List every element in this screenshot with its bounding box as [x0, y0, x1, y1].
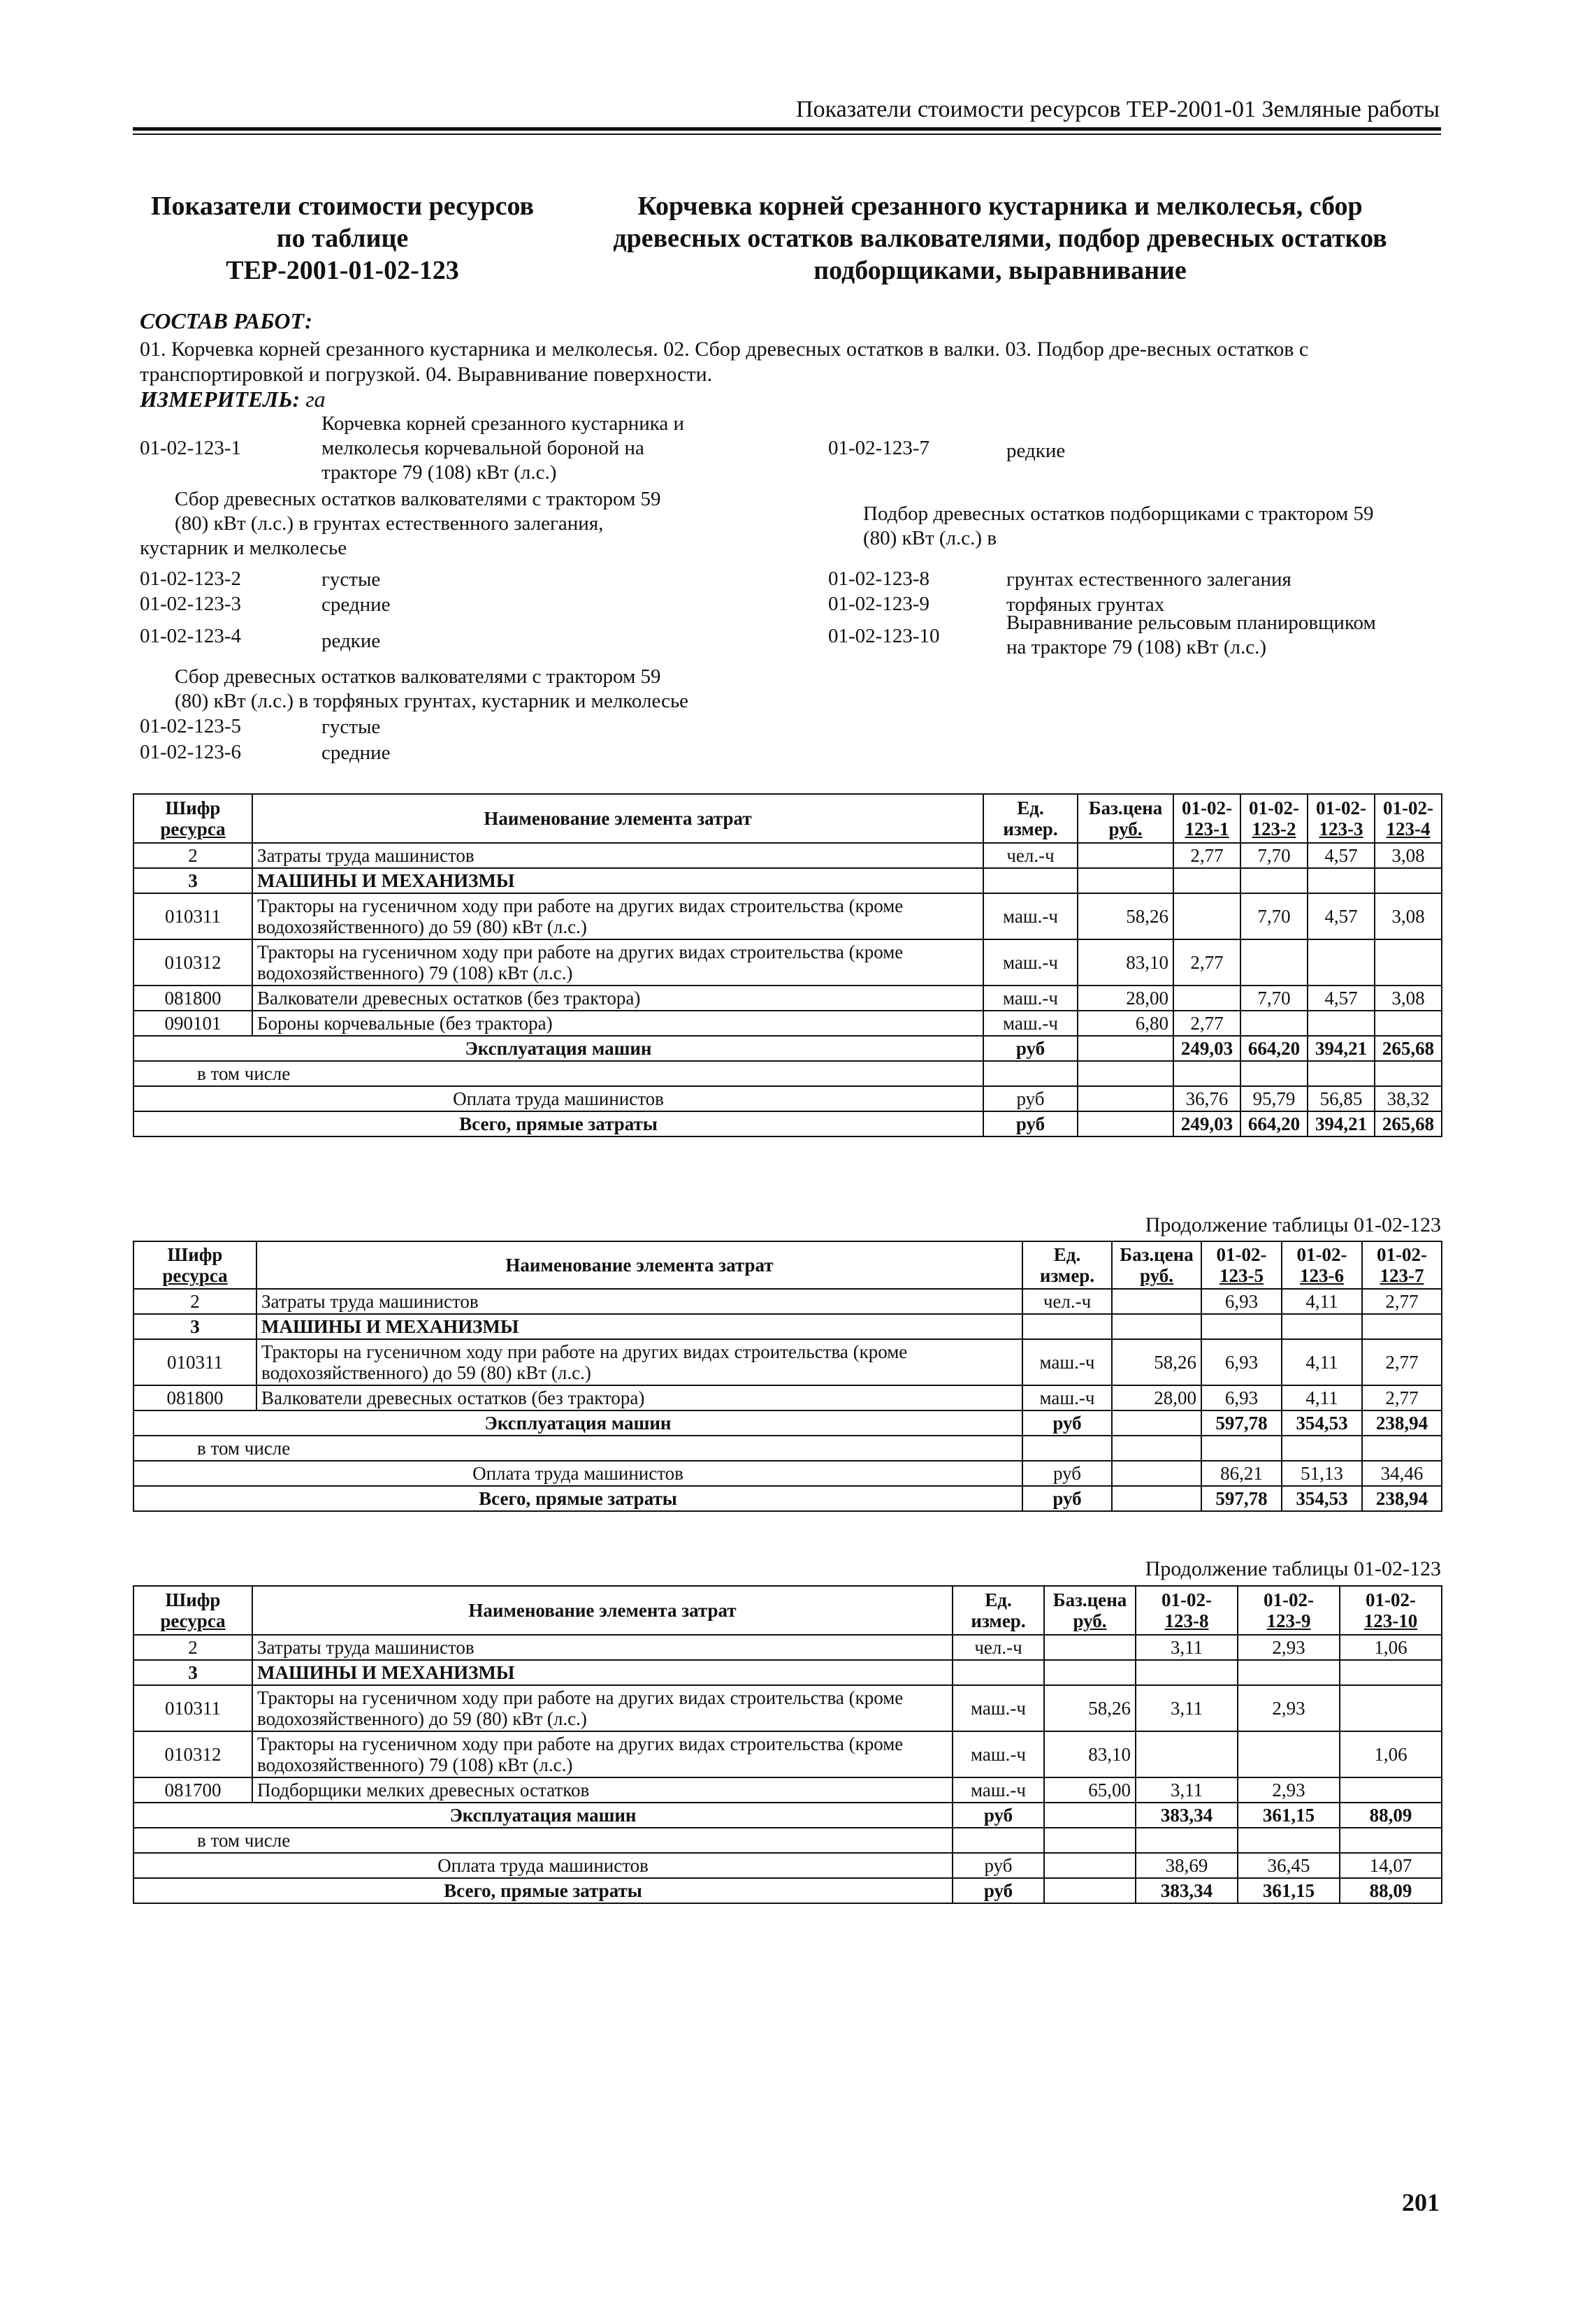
summary-row	[133, 1461, 1442, 1486]
header-rule-thin	[133, 133, 1441, 135]
cell-value	[1173, 868, 1240, 893]
item-desc-line: Корчевка корней срезанного кустарника и	[321, 412, 685, 435]
item-desc: редкие	[1006, 440, 1066, 462]
cell-value: 664,20	[1240, 1111, 1308, 1136]
cell-name: Бороны корчевальные (без трактора)	[252, 1011, 983, 1036]
table-row	[133, 939, 1442, 986]
cell-price	[1112, 1289, 1201, 1314]
group-desc-line: (80) кВт (л.с.) в торфяных грунтах, кустарник и мелколесье	[175, 690, 689, 712]
cell-price	[1044, 1828, 1136, 1853]
cell-price: 28,00	[1078, 986, 1173, 1011]
cell-unit	[953, 1660, 1044, 1685]
cell-value: 394,21	[1308, 1036, 1375, 1061]
cell-value: 2,77	[1173, 843, 1240, 868]
cell-name: Тракторы на гусеничном ходу при работе на других видах строительства (кроме водохозяйственного) до 59 (80) кВт (л.с.)	[256, 1339, 1022, 1385]
cell-unit: чел.-ч	[953, 1635, 1044, 1660]
cell-price: 6,80	[1078, 1011, 1173, 1036]
summary-label: Эксплуатация машин	[133, 1036, 983, 1061]
cell-name: МАШИНЫ И МЕХАНИЗМЫ	[252, 1660, 953, 1685]
cell-unit	[983, 868, 1078, 893]
header-col: 01-02- 123-9	[1238, 1586, 1340, 1635]
cell-value: 2,93	[1238, 1777, 1340, 1803]
cell-value: 3,11	[1136, 1635, 1238, 1660]
cell-unit: руб	[953, 1803, 1044, 1828]
cell-value: 7,70	[1240, 893, 1308, 939]
cell-unit: чел.-ч	[983, 843, 1078, 868]
cell-value: 14,07	[1340, 1853, 1442, 1878]
group-desc-line: кустарник и мелколесье	[140, 537, 347, 559]
left-title-line: ТЕР-2001-01-02-123	[226, 256, 459, 285]
cell-value	[1282, 1314, 1362, 1339]
cell-code: 2	[133, 843, 252, 868]
cell-value: 238,94	[1362, 1410, 1442, 1436]
cell-price: 28,00	[1112, 1385, 1201, 1410]
cell-price	[1078, 868, 1173, 893]
cell-value: 2,77	[1362, 1289, 1442, 1314]
cell-price: 58,26	[1078, 893, 1173, 939]
table-row	[133, 1289, 1442, 1314]
cell-value	[1362, 1436, 1442, 1461]
header-name: Наименование элемента затрат	[256, 1241, 1022, 1289]
cell-price	[1112, 1486, 1201, 1511]
header-code: Шифр ресурса	[133, 794, 252, 843]
cell-code: 3	[133, 1314, 256, 1339]
right-title-line: Корчевка корней срезанного кустарника и мелколесья, сбор	[637, 192, 1363, 221]
cell-value: 3,11	[1136, 1685, 1238, 1731]
cell-unit: маш.-ч	[983, 1011, 1078, 1036]
header-col: 01-02- 123-5	[1201, 1241, 1282, 1289]
item-desc-line: на тракторе 79 (108) кВт (л.с.)	[1006, 636, 1266, 658]
item-desc-line: тракторе 79 (108) кВт (л.с.)	[321, 461, 557, 484]
table-row	[133, 843, 1442, 868]
resource-table-1	[133, 793, 1442, 1137]
cell-value: 34,46	[1362, 1461, 1442, 1486]
item-code: 01-02-123-5	[140, 715, 241, 737]
cell-value	[1238, 1828, 1340, 1853]
table-row	[133, 986, 1442, 1011]
cell-value: 361,15	[1238, 1878, 1340, 1903]
cell-unit: маш.-ч	[983, 939, 1078, 986]
cell-value: 3,08	[1375, 893, 1442, 939]
cell-price	[1112, 1461, 1201, 1486]
cell-value: 597,78	[1201, 1410, 1282, 1436]
cell-value: 597,78	[1201, 1486, 1282, 1511]
cell-value: 1,06	[1340, 1731, 1442, 1777]
summary-row	[133, 1853, 1442, 1878]
group-desc-line: Сбор древесных остатков валкователями с трактором 59	[175, 665, 661, 688]
summary-row	[133, 1410, 1442, 1436]
cell-unit: маш.-ч	[953, 1777, 1044, 1803]
summary-row	[133, 1111, 1442, 1136]
cell-value	[1240, 1061, 1308, 1086]
cell-code: 090101	[133, 1011, 252, 1036]
header-col: 01-02- 123-3	[1308, 794, 1375, 843]
table-section-row	[133, 1314, 1442, 1339]
cell-value	[1240, 868, 1308, 893]
cell-value	[1308, 1011, 1375, 1036]
cell-value	[1375, 868, 1442, 893]
cell-price	[1044, 1853, 1136, 1878]
summary-label: в том числе	[133, 1828, 953, 1853]
table-row	[133, 1635, 1442, 1660]
composition-label: СОСТАВ РАБОТ:	[140, 308, 312, 333]
summary-row	[133, 1486, 1442, 1511]
cell-unit: маш.-ч	[953, 1685, 1044, 1731]
cell-code: 081700	[133, 1777, 252, 1803]
table-section-row	[133, 1660, 1442, 1685]
summary-label: Эксплуатация машин	[133, 1803, 953, 1828]
cell-value: 664,20	[1240, 1036, 1308, 1061]
measure	[140, 387, 326, 412]
cell-value: 4,57	[1308, 843, 1375, 868]
summary-label: Всего, прямые затраты	[133, 1878, 953, 1903]
cell-code: 2	[133, 1289, 256, 1314]
cell-value: 38,32	[1375, 1086, 1442, 1111]
group-desc-line: Подбор древесных остатков подборщиками с трактором 59	[863, 503, 1374, 525]
header-col: 01-02- 123-1	[1173, 794, 1240, 843]
item-desc-line: Выравнивание рельсовым планировщиком	[1006, 612, 1376, 634]
item-code: 01-02-123-9	[828, 593, 929, 615]
cell-name: Тракторы на гусеничном ходу при работе на других видах строительства (кроме водохозяйственного) 79 (108) кВт (л.с.)	[252, 1731, 953, 1777]
cell-value	[1362, 1314, 1442, 1339]
cell-value	[1238, 1731, 1340, 1777]
cell-code: 081800	[133, 1385, 256, 1410]
cell-price	[1112, 1410, 1201, 1436]
cell-value: 7,70	[1240, 986, 1308, 1011]
summary-label: Всего, прямые затраты	[133, 1111, 983, 1136]
cell-price	[1078, 1111, 1173, 1136]
cell-value: 2,93	[1238, 1635, 1340, 1660]
cell-value: 3,08	[1375, 843, 1442, 868]
cell-unit	[1022, 1314, 1112, 1339]
item-desc: редкие	[321, 630, 381, 652]
cell-unit: маш.-ч	[953, 1731, 1044, 1777]
summary-label: в том числе	[133, 1436, 1022, 1461]
cell-value	[1308, 939, 1375, 986]
cell-value: 2,77	[1362, 1385, 1442, 1410]
group-desc-line: Сбор древесных остатков валкователями с трактором 59	[175, 488, 661, 510]
item-desc	[1006, 611, 1440, 660]
cell-code: 3	[133, 868, 252, 893]
left-title	[133, 190, 552, 287]
summary-row	[133, 1436, 1442, 1461]
summary-label: Оплата труда машинистов	[133, 1853, 953, 1878]
summary-label: Эксплуатация машин	[133, 1410, 1022, 1436]
item-desc: густые	[321, 568, 381, 591]
summary-row	[133, 1828, 1442, 1853]
cell-value: 354,53	[1282, 1410, 1362, 1436]
summary-label: Оплата труда машинистов	[133, 1461, 1022, 1486]
cell-price	[1044, 1635, 1136, 1660]
cell-price: 83,10	[1078, 939, 1173, 986]
header-rule	[133, 127, 1441, 131]
composition-text: 01. Корчевка корней срезанного кустарника и мелколесья. 02. Сбор древесных остатков в валки. 03. Подбор дре-весных остатков с транспортировкой и погрузкой. 04. Выравнивание поверхности.	[140, 338, 1309, 386]
cell-value	[1340, 1777, 1442, 1803]
header-name: Наименование элемента затрат	[252, 1586, 953, 1635]
table-row	[133, 1731, 1442, 1777]
cell-value: 95,79	[1240, 1086, 1308, 1111]
cell-price	[1078, 1036, 1173, 1061]
cell-unit: руб	[953, 1853, 1044, 1878]
resource-table-3	[133, 1585, 1442, 1904]
cell-unit: руб	[1022, 1461, 1112, 1486]
cell-code: 010312	[133, 939, 252, 986]
header-col: 01-02- 123-8	[1136, 1586, 1238, 1635]
page-number: 201	[1402, 2188, 1440, 2216]
header-name: Наименование элемента затрат	[252, 794, 983, 843]
cell-value	[1340, 1685, 1442, 1731]
header-code: Шифр ресурса	[133, 1241, 256, 1289]
cell-value: 2,77	[1173, 1011, 1240, 1036]
table-header-row	[133, 794, 1442, 843]
table-row	[133, 1685, 1442, 1731]
group-desc-line: (80) кВт (л.с.) в	[863, 527, 997, 549]
item-desc: средние	[321, 742, 391, 764]
item-desc: торфяных грунтах	[1006, 593, 1165, 616]
item-code: 01-02-123-4	[140, 625, 241, 647]
cell-unit	[1022, 1436, 1112, 1461]
cell-unit: маш.-ч	[983, 893, 1078, 939]
cell-price	[1078, 843, 1173, 868]
cell-price	[1078, 1086, 1173, 1111]
table-header-row	[133, 1586, 1442, 1635]
resource-table-2	[133, 1241, 1442, 1512]
cell-price	[1112, 1314, 1201, 1339]
item-code: 01-02-123-10	[828, 625, 940, 647]
cell-code: 010311	[133, 1339, 256, 1385]
table-row	[133, 893, 1442, 939]
item-desc: густые	[321, 716, 381, 738]
cell-unit: маш.-ч	[1022, 1385, 1112, 1410]
cell-code: 3	[133, 1660, 252, 1685]
cell-value: 265,68	[1375, 1036, 1442, 1061]
cell-value	[1201, 1314, 1282, 1339]
cell-value: 361,15	[1238, 1803, 1340, 1828]
right-title-line: древесных остатков валкователями, подбор древесных остатков	[613, 224, 1387, 253]
summary-label: Оплата труда машинистов	[133, 1086, 983, 1111]
cell-value	[1136, 1660, 1238, 1685]
item-desc	[321, 412, 741, 485]
cell-value: 88,09	[1340, 1878, 1442, 1903]
cell-value: 4,11	[1282, 1289, 1362, 1314]
cell-unit: маш.-ч	[1022, 1339, 1112, 1385]
cell-unit	[953, 1828, 1044, 1853]
cell-value: 38,69	[1136, 1853, 1238, 1878]
item-code: 01-02-123-6	[140, 741, 241, 763]
cell-name: Тракторы на гусеничном ходу при работе на других видах строительства (кроме водохозяйственного) 79 (108) кВт (л.с.)	[252, 939, 983, 986]
cell-value: 249,03	[1173, 1036, 1240, 1061]
cell-value: 354,53	[1282, 1486, 1362, 1511]
cell-value	[1173, 893, 1240, 939]
cell-value: 4,11	[1282, 1339, 1362, 1385]
cell-name: Тракторы на гусеничном ходу при работе на других видах строительства (кроме водохозяйственного) до 59 (80) кВт (л.с.)	[252, 893, 983, 939]
summary-row	[133, 1061, 1442, 1086]
cell-price: 65,00	[1044, 1777, 1136, 1803]
cell-unit: руб	[1022, 1486, 1112, 1511]
cell-unit	[983, 1061, 1078, 1086]
cell-price	[1078, 1061, 1173, 1086]
cell-value: 383,34	[1136, 1803, 1238, 1828]
cell-price	[1112, 1436, 1201, 1461]
measure-label: ИЗМЕРИТЕЛЬ:	[140, 387, 301, 412]
header-price: Баз.цена руб.	[1078, 794, 1173, 843]
header-unit: Ед. измер.	[1022, 1241, 1112, 1289]
cell-value	[1375, 1011, 1442, 1036]
item-desc: грунтах естественного залегания	[1006, 568, 1291, 591]
item-code: 01-02-123-7	[828, 437, 929, 459]
cell-value: 394,21	[1308, 1111, 1375, 1136]
cell-value: 4,57	[1308, 986, 1375, 1011]
header-col: 01-02- 123-7	[1362, 1241, 1442, 1289]
cell-value	[1308, 868, 1375, 893]
table-header-row	[133, 1241, 1442, 1289]
cell-value: 3,11	[1136, 1777, 1238, 1803]
cell-value: 249,03	[1173, 1111, 1240, 1136]
cell-value	[1240, 1011, 1308, 1036]
cell-name: МАШИНЫ И МЕХАНИЗМЫ	[256, 1314, 1022, 1339]
cell-value: 6,93	[1201, 1339, 1282, 1385]
cell-price	[1044, 1660, 1136, 1685]
cell-value: 4,11	[1282, 1385, 1362, 1410]
cell-value	[1340, 1660, 1442, 1685]
summary-row	[133, 1086, 1442, 1111]
summary-label: Всего, прямые затраты	[133, 1486, 1022, 1511]
group-desc	[140, 487, 762, 561]
group-desc-line: (80) кВт (л.с.) в грунтах естественного залегания,	[175, 512, 604, 535]
cell-price: 58,26	[1044, 1685, 1136, 1731]
cell-value: 7,70	[1240, 843, 1308, 868]
cell-value	[1201, 1436, 1282, 1461]
cell-name: Затраты труда машинистов	[252, 1635, 953, 1660]
cell-value	[1238, 1660, 1340, 1685]
cell-value: 3,08	[1375, 986, 1442, 1011]
header-unit: Ед. измер.	[953, 1586, 1044, 1635]
cell-value: 88,09	[1340, 1803, 1442, 1828]
group-desc	[175, 665, 804, 714]
continuation-label: Продолжение таблицы 01-02-123	[1145, 1213, 1441, 1236]
left-title-line: по таблице	[276, 224, 409, 253]
cell-unit: руб	[953, 1878, 1044, 1903]
cell-value	[1340, 1828, 1442, 1853]
item-desc-line: мелколесья корчевальной бороной на	[321, 437, 644, 459]
table-row	[133, 1011, 1442, 1036]
cell-code: 010311	[133, 893, 252, 939]
running-header: Показатели стоимости ресурсов ТЕР-2001-01 Земляные работы	[796, 96, 1440, 122]
summary-row	[133, 1803, 1442, 1828]
header-unit: Ед. измер.	[983, 794, 1078, 843]
cell-value: 2,77	[1362, 1339, 1442, 1385]
table-row	[133, 1777, 1442, 1803]
cell-value: 4,57	[1308, 893, 1375, 939]
cell-code: 081800	[133, 986, 252, 1011]
item-code: 01-02-123-3	[140, 593, 241, 615]
cell-value: 383,34	[1136, 1878, 1238, 1903]
cell-value	[1308, 1061, 1375, 1086]
measure-unit: га	[305, 387, 326, 412]
summary-row	[133, 1878, 1442, 1903]
cell-value: 2,77	[1173, 939, 1240, 986]
cell-value	[1282, 1436, 1362, 1461]
cell-value	[1240, 939, 1308, 986]
right-title-line: подборщиками, выравнивание	[813, 256, 1187, 285]
header-col: 01-02- 123-10	[1340, 1586, 1442, 1635]
cell-value: 86,21	[1201, 1461, 1282, 1486]
cell-value	[1136, 1828, 1238, 1853]
cell-value	[1136, 1731, 1238, 1777]
summary-row	[133, 1036, 1442, 1061]
cell-unit: маш.-ч	[983, 986, 1078, 1011]
cell-price: 58,26	[1112, 1339, 1201, 1385]
summary-label: в том числе	[133, 1061, 983, 1086]
cell-name: МАШИНЫ И МЕХАНИЗМЫ	[252, 868, 983, 893]
cell-name: Валкователи древесных остатков (без трактора)	[256, 1385, 1022, 1410]
cell-price	[1044, 1803, 1136, 1828]
cell-name: Тракторы на гусеничном ходу при работе на других видах строительства (кроме водохозяйственного) до 59 (80) кВт (л.с.)	[252, 1685, 953, 1731]
cell-unit: руб	[983, 1086, 1078, 1111]
cell-price	[1044, 1878, 1136, 1903]
item-code: 01-02-123-1	[140, 437, 241, 459]
item-code: 01-02-123-2	[140, 568, 241, 590]
item-desc: средние	[321, 593, 391, 616]
cell-unit: руб	[983, 1111, 1078, 1136]
cell-value	[1375, 1061, 1442, 1086]
cell-name: Затраты труда машинистов	[256, 1289, 1022, 1314]
header-code: Шифр ресурса	[133, 1586, 252, 1635]
right-title	[559, 190, 1441, 287]
cell-value: 56,85	[1308, 1086, 1375, 1111]
item-code: 01-02-123-8	[828, 568, 929, 590]
cell-value	[1173, 1061, 1240, 1086]
cell-value: 1,06	[1340, 1635, 1442, 1660]
cell-value: 265,68	[1375, 1111, 1442, 1136]
left-title-line: Показатели стоимости ресурсов	[150, 192, 535, 221]
cell-value: 6,93	[1201, 1289, 1282, 1314]
continuation-label: Продолжение таблицы 01-02-123	[1145, 1557, 1441, 1580]
cell-value: 36,45	[1238, 1853, 1340, 1878]
header-price: Баз.цена руб.	[1112, 1241, 1201, 1289]
header-col: 01-02- 123-2	[1240, 794, 1308, 843]
cell-value	[1375, 939, 1442, 986]
table-row	[133, 1339, 1442, 1385]
cell-value: 36,76	[1173, 1086, 1240, 1111]
cell-name: Подборщики мелких древесных остатков	[252, 1777, 953, 1803]
cell-code: 010312	[133, 1731, 252, 1777]
header-price: Баз.цена руб.	[1044, 1586, 1136, 1635]
table-section-row	[133, 868, 1442, 893]
cell-unit: руб	[983, 1036, 1078, 1061]
cell-value: 2,93	[1238, 1685, 1340, 1731]
header-col: 01-02- 123-4	[1375, 794, 1442, 843]
table-row	[133, 1385, 1442, 1410]
cell-value: 6,93	[1201, 1385, 1282, 1410]
cell-value	[1173, 986, 1240, 1011]
cell-unit: руб	[1022, 1410, 1112, 1436]
cell-name: Валкователи древесных остатков (без трактора)	[252, 986, 983, 1011]
cell-price: 83,10	[1044, 1731, 1136, 1777]
cell-code: 2	[133, 1635, 252, 1660]
cell-value: 238,94	[1362, 1486, 1442, 1511]
group-desc	[863, 502, 1443, 551]
cell-code: 010311	[133, 1685, 252, 1731]
cell-name: Затраты труда машинистов	[252, 843, 983, 868]
cell-value: 51,13	[1282, 1461, 1362, 1486]
header-col: 01-02- 123-6	[1282, 1241, 1362, 1289]
cell-unit: чел.-ч	[1022, 1289, 1112, 1314]
